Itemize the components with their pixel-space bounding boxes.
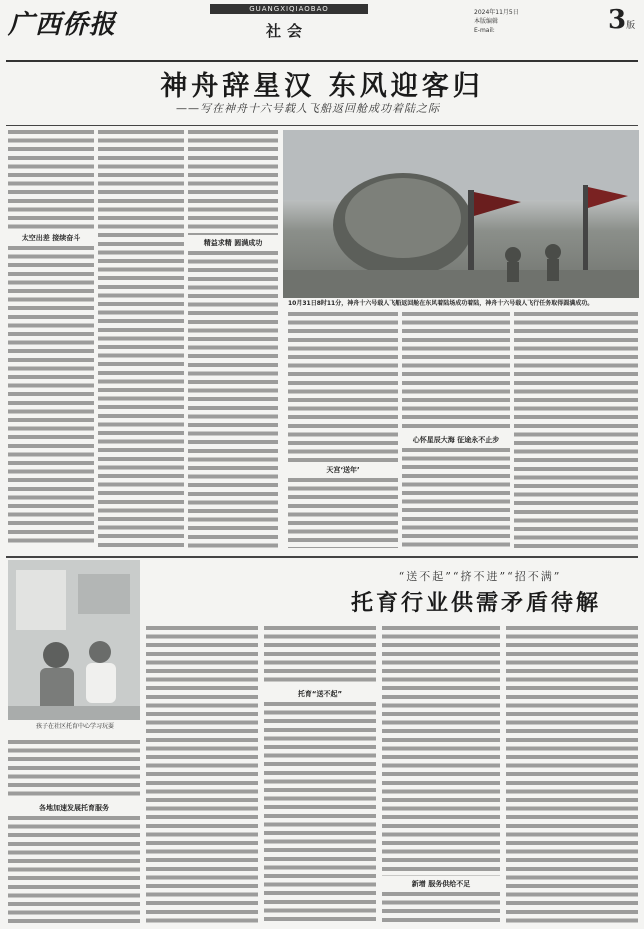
- feature-column-1: [8, 740, 140, 925]
- lead-subhead-4: 心怀星辰大海 征途永不止步: [412, 436, 500, 444]
- photo-illustration: [8, 560, 140, 720]
- lead-column-3: [188, 130, 278, 550]
- text-block: [288, 312, 398, 462]
- masthead-pinyin: GUANGXIQIAOBAO: [210, 4, 368, 14]
- feature-kicker: “送不起”“挤不进”“招不满”: [398, 570, 562, 583]
- issue-meta: [474, 8, 604, 35]
- text-block: [188, 130, 278, 235]
- text-block: [8, 246, 94, 546]
- text-block: [506, 626, 638, 926]
- feature-column-5: [506, 626, 638, 926]
- divider: [6, 125, 638, 126]
- text-block: [288, 478, 398, 548]
- text-block: [514, 312, 638, 550]
- masthead: [6, 2, 638, 62]
- lead-column-5: [402, 312, 510, 550]
- text-block: [8, 816, 140, 925]
- feature-column-4: [382, 626, 500, 926]
- text-block: [146, 626, 258, 926]
- section-title: 社会: [266, 22, 309, 40]
- divider: [6, 556, 638, 558]
- lead-subheadline: ——写在神舟十六号载人飞船返回舱成功着陆之际: [176, 102, 440, 115]
- lead-column-1: [8, 130, 94, 550]
- feature-subhead-1: 各地加速发展托育服务: [39, 804, 109, 812]
- lead-column-2: [98, 130, 184, 550]
- text-block: [8, 740, 140, 800]
- text-block: [8, 130, 94, 230]
- landing-capsule-photo: [283, 130, 639, 298]
- text-block: [402, 312, 510, 432]
- issue-editor: 本版编辑: [474, 18, 499, 25]
- issue-date: 2024年11月5日: [474, 9, 519, 16]
- lead-subhead-2: 精益求精 圆满成功: [203, 239, 263, 247]
- lead-headline: 神舟辞星汉 东风迎客归: [160, 71, 484, 102]
- lead-column-4: [288, 312, 398, 550]
- text-block: [264, 702, 376, 922]
- text-block: [402, 448, 510, 548]
- lead-column-6: [514, 312, 638, 550]
- text-block: [98, 130, 184, 550]
- text-block: [264, 626, 376, 686]
- lead-subhead-1: 太空出差 接续奋斗: [21, 234, 81, 242]
- lead-photo-caption: 10月31日8时11分，神舟十六号载人飞船返回舱在东风着陆场成功着陆，神舟十六号载人飞行任务取得圆满成功。: [288, 300, 594, 307]
- lead-subhead-3: 天宫‘送年’: [326, 466, 360, 474]
- issue-email: E-mail:: [474, 27, 495, 34]
- text-block: [382, 892, 500, 922]
- page-number: 3: [608, 5, 627, 35]
- feature-column-2: [146, 626, 258, 926]
- photo-illustration: [283, 130, 639, 298]
- childcare-photo: [8, 560, 140, 720]
- feature-headline: 托育行业供需矛盾待解: [350, 590, 601, 616]
- feature-column-3: [264, 626, 376, 926]
- page-suffix: 版: [626, 21, 636, 31]
- text-block: [382, 626, 500, 876]
- feature-photo-caption: 孩子在社区托育中心学习玩耍: [35, 723, 114, 730]
- feature-subhead-0: 托育“送不起”: [297, 690, 343, 698]
- feature-subhead-2: 新增 服务供给不足: [411, 880, 471, 888]
- newspaper-logo: 广西侨报: [8, 10, 117, 40]
- page-number-box: [608, 6, 638, 46]
- text-block: [188, 251, 278, 550]
